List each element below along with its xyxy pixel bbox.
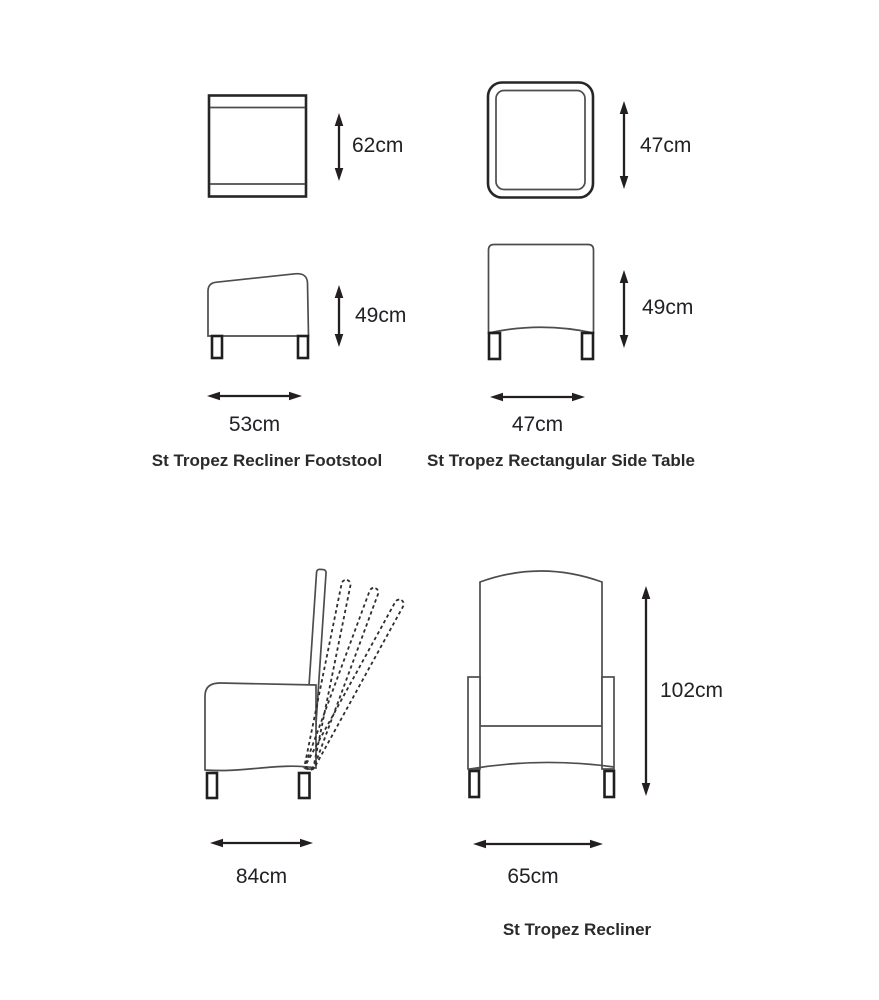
table-depth-arrow: [617, 101, 631, 189]
table-height-arrow: [617, 270, 631, 348]
table-top-inner-edge: [496, 91, 585, 190]
footstool-depth-label: 62cm: [352, 134, 404, 157]
recliner-depth-arrow: [210, 836, 313, 850]
recliner-height-label: 102cm: [660, 679, 724, 702]
table-top-view-drawing: [486, 80, 596, 200]
footstool-side-view-drawing: [204, 269, 314, 363]
recliner-front-seat-curve: [470, 762, 614, 769]
recliner-front-right-leg: [605, 771, 615, 797]
footstool-height-arrow: [332, 285, 346, 347]
recliner-depth-label: 84cm: [235, 865, 288, 888]
footstool-body: [208, 274, 309, 336]
recliner-side-body: [205, 683, 316, 771]
recliner-front-left-leg: [470, 771, 480, 797]
table-width-arrow: [490, 390, 585, 404]
footstool-width-arrow: [207, 389, 302, 403]
recliner-front-backrest: [480, 571, 602, 726]
table-body: [489, 245, 594, 334]
recliner-side-view-drawing: [200, 562, 412, 802]
footstool-depth-arrow: [332, 113, 346, 181]
recliner-caption: St Tropez Recliner: [502, 920, 652, 939]
recliner-side-right-leg: [299, 773, 310, 798]
recliner-front-view-drawing: [466, 564, 618, 802]
table-width-label: 47cm: [511, 413, 564, 436]
table-front-view-drawing: [486, 243, 596, 363]
recliner-height-arrow: [639, 586, 653, 796]
table-depth-label: 47cm: [640, 134, 692, 157]
recliner-front-right-arm: [602, 677, 614, 769]
footstool-left-leg: [212, 336, 222, 358]
footstool-right-leg: [298, 336, 308, 358]
footstool-height-label: 49cm: [355, 304, 407, 327]
recliner-width-label: 65cm: [507, 865, 559, 888]
footstool-caption: St Tropez Recliner Footstool: [151, 451, 383, 470]
footstool-top-outline: [209, 96, 306, 197]
table-left-leg: [489, 333, 500, 359]
recliner-width-arrow: [473, 837, 603, 851]
footstool-width-label: 53cm: [228, 413, 281, 436]
table-caption: St Tropez Rectangular Side Table: [427, 451, 695, 470]
table-height-label: 49cm: [642, 296, 694, 319]
footstool-top-view-drawing: [207, 93, 308, 199]
recliner-side-left-leg: [207, 773, 217, 798]
recliner-front-left-arm: [468, 677, 480, 769]
table-right-leg: [582, 333, 593, 359]
